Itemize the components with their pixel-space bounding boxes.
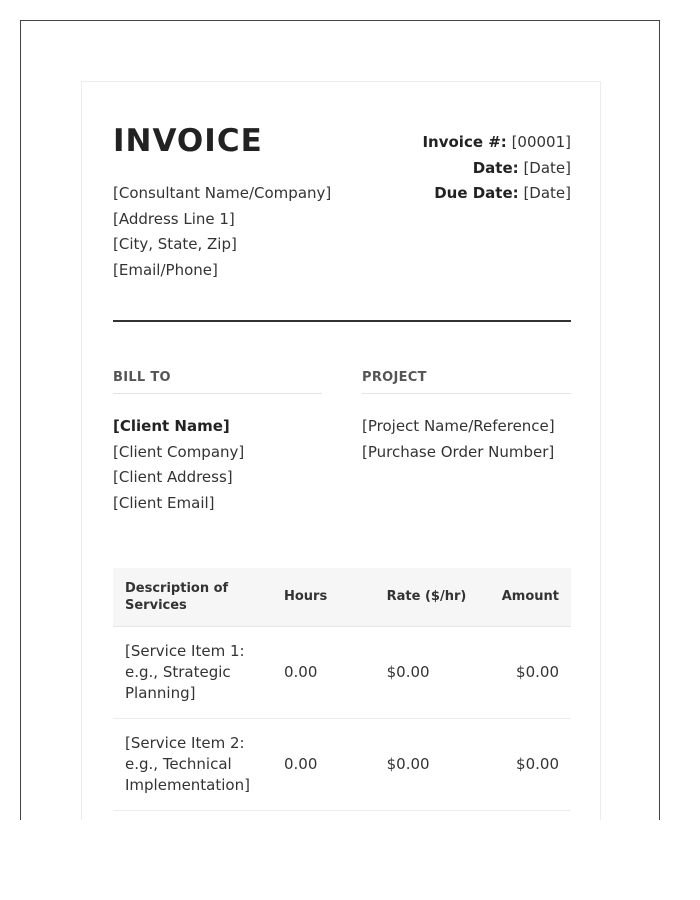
invoice-meta xyxy=(422,130,571,207)
table-row xyxy=(113,626,571,718)
bill-to-details xyxy=(113,414,322,517)
consultant-info xyxy=(113,181,331,284)
invoice-date-label: Date: xyxy=(472,158,519,177)
service-hours: 0.00 xyxy=(272,718,375,810)
client-email: [Client Email] xyxy=(113,494,215,513)
consultant-name: [Consultant Name/Company] xyxy=(113,184,332,202)
service-description: [Service Item 2: e.g., Technical Implementation] xyxy=(113,718,272,810)
client-address: [Client Address] xyxy=(113,468,233,487)
invoice-number-value: [00001] xyxy=(511,133,571,151)
invoice-header xyxy=(113,122,571,320)
invoice-date-value: [Date] xyxy=(523,158,571,177)
invoice-content xyxy=(113,122,571,794)
column-header-rate: Rate ($/hr) xyxy=(375,568,490,626)
consultant-address: [Address Line 1] xyxy=(113,209,235,228)
invoice-due-date-row xyxy=(422,181,571,207)
invoice-date-row xyxy=(422,156,571,182)
service-rate: $0.00 xyxy=(375,718,490,810)
client-name: [Client Name] xyxy=(113,417,230,435)
service-rate: $0.00 xyxy=(375,626,490,718)
project-heading: PROJECT xyxy=(362,370,571,394)
invoice-number-label: Invoice #: xyxy=(422,133,507,151)
project-name: [Project Name/Reference] xyxy=(362,417,555,435)
purchase-order-number: [Purchase Order Number] xyxy=(362,442,555,461)
service-description: [Service Item 1: e.g., Strategic Planning] xyxy=(113,626,272,718)
service-hours: 0.00 xyxy=(272,626,375,718)
column-header-description: Description of Services xyxy=(113,568,272,626)
table-header-row xyxy=(113,568,571,626)
service-amount: $0.00 xyxy=(490,718,571,810)
invoice-sheet xyxy=(81,81,601,820)
services-table xyxy=(113,568,571,811)
column-header-hours: Hours xyxy=(272,568,375,626)
service-amount: $0.00 xyxy=(490,626,571,718)
client-company: [Client Company] xyxy=(113,442,245,461)
invoice-title: INVOICE xyxy=(113,123,263,159)
table-row xyxy=(113,718,571,810)
bill-to-heading: BILL TO xyxy=(113,370,322,394)
consultant-city: [City, State, Zip] xyxy=(113,235,237,254)
project-details xyxy=(362,414,571,465)
column-header-amount: Amount xyxy=(490,568,571,626)
invoice-due-date-value: [Date] xyxy=(523,184,571,203)
bill-to-section xyxy=(113,370,322,517)
header-divider xyxy=(113,320,571,322)
consultant-contact: [Email/Phone] xyxy=(113,261,218,280)
invoice-number-row xyxy=(422,130,571,156)
invoice-due-date-label: Due Date: xyxy=(434,184,519,203)
page-frame xyxy=(20,20,660,820)
project-section xyxy=(362,370,571,465)
